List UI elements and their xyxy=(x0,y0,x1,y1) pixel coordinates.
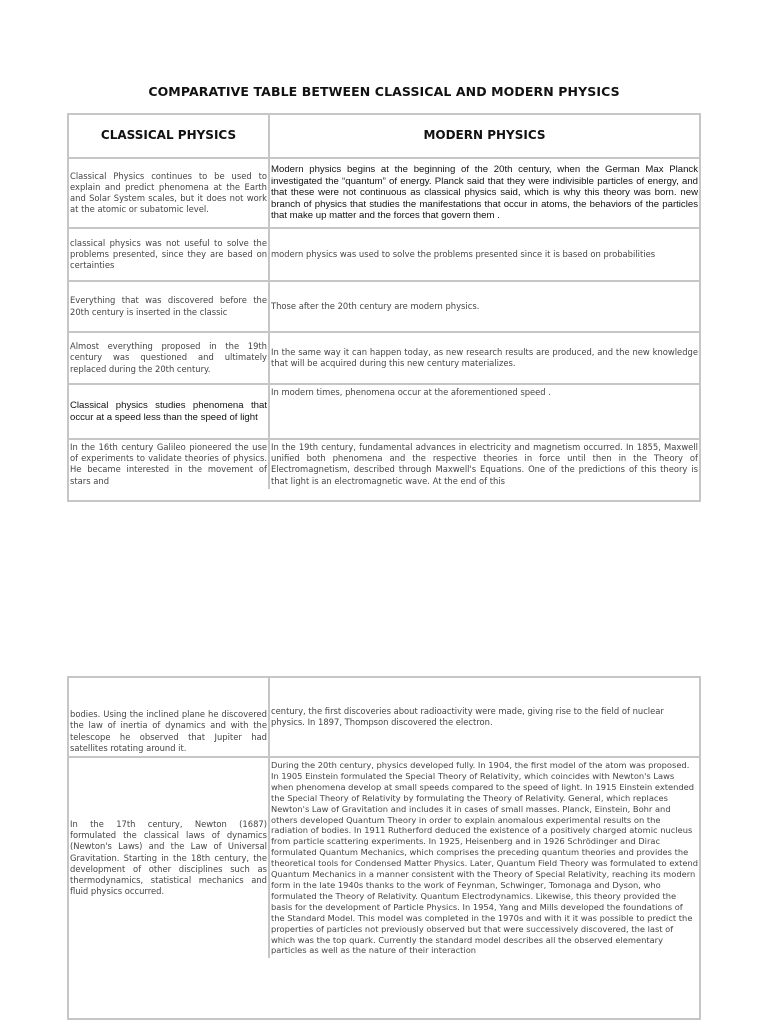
modern-cell: modern physics was used to solve the problems presented since it is based on probabilities xyxy=(271,248,656,259)
classical-cell: Classical physics studies phenomena that occur at a speed less than the speed of light xyxy=(69,385,270,438)
classical-cell: bodies. Using the inclined plane he discovered the law of inertia of dynamics and with the telescope he observed that Jupiter had satellites rotating around it. xyxy=(69,678,270,756)
table-row xyxy=(69,678,699,758)
modern-cell: Modern physics begins at the beginning of the 20th century, when the German Max Planck investigated the “quantum” of energy. Planck said that they were indivisible particles of energy, and that these were not continuous as classical physics said, which is why this theory was born. new branch of physics that studies the manifestations that occur in atoms, the behaviors of the particles that make up matter and the forces that govern them . xyxy=(271,164,698,222)
table-row xyxy=(69,229,699,282)
classical-cell: In the 17th century, Newton (1687) formulated the classical laws of dynamics (Newton's Laws) and the Law of Universal Gravitation. Starting in the 18th century, the development of other disciplines such as thermodynamics, statistical mechanics and fluid physics occurred. xyxy=(69,758,270,958)
modern-cell: In the same way it can happen today, as new research results are produced, and the new knowledge that will be acquired during this new century materializes. xyxy=(271,346,698,368)
header-modern: MODERN PHYSICS xyxy=(423,128,546,143)
classical-cell: classical physics was not useful to solve the problems presented, since they are based on certainties xyxy=(69,229,270,280)
table-row xyxy=(69,440,699,489)
table-row xyxy=(69,385,699,440)
modern-cell: During the 20th century, physics developed fully. In 1904, the first model of the atom was proposed. In 1905 Einstein formulated the Special Theory of Relativity, which coincides with Newton's Laws when phenomena develop at small speeds compared to the speed of light. In 1915 Einstein extended the Special Theory of Relativity by formulating the Theory of Relativity. General, which replaces Newton's Law of Gravitation and includes it in cases of small masses. Planck, Einstein, Bohr and others developed Quantum Theory in order to explain anomalous experimental results on the radiation of bodies. In 1911 Rutherford deduced the existence of a positively charged atomic nucleus from particle scattering experiments. In 1925, Heisenberg and in 1926 Schrödinger and Dirac formulated Quantum Mechanics, which comprises the preceding quantum theories and provides the theoretical tools for Condensed Matter Physics. Later, Quantum Field Theory was formulated to extend Quantum Mechanics in a manner consistent with the Theory of Special Relativity, reaching its modern form in the late 1940s thanks to the work of Feynman, Schwinger, Tomonaga and Dyson, who formulated the Theory of Relativity. Quantum Electrodynamics. Likewise, this theory provided the basis for the development of Particle Physics. In 1954, Yang and Mills developed the foundations of the Standard Model. This model was completed in the 1970s and with it it was possible to predict the properties of particles not previously observed but that were successively discovered, the last of which was the top quark. Currently the standard model describes all the observed elementary particles as well as the nature of their interaction xyxy=(271,760,699,956)
modern-cell: Those after the 20th century are modern physics. xyxy=(271,300,480,311)
comparison-table-part-1 xyxy=(67,113,701,502)
modern-cell: century, the first discoveries about radioactivity were made, giving rise to the field of nuclear physics. In 1897, Thompson discovered the electron. xyxy=(271,705,664,727)
table-header-row xyxy=(69,115,699,159)
table-row xyxy=(69,333,699,385)
classical-cell: Classical Physics continues to be used to explain and predict phenomena at the Earth and Solar System scales, but it does not work at the atomic or subatomic level. xyxy=(69,159,270,227)
modern-cell: In the 19th century, fundamental advances in electricity and magnetism occurred. In 1855, Maxwell unified both phenomena and the respective theories in force until then in the Theory of Electromagnetism, described through Maxwell's Equations. One of the predictions of this theory is that light is an electromagnetic wave. At the end of this xyxy=(271,442,698,486)
modern-cell: In modern times, phenomena occur at the aforementioned speed . xyxy=(271,387,551,397)
page-title: COMPARATIVE TABLE BETWEEN CLASSICAL AND MODERN PHYSICS xyxy=(148,84,620,99)
classical-cell: Almost everything proposed in the 19th century was questioned and ultimately replaced during the 20th century. xyxy=(69,333,270,383)
comparison-table-part-2 xyxy=(67,676,701,1020)
header-classical: CLASSICAL PHYSICS xyxy=(69,115,270,157)
table-row xyxy=(69,758,699,958)
table-row xyxy=(69,159,699,229)
classical-cell: In the 16th century Galileo pioneered the use of experiments to validate theories of physics. He became interested in the movement of stars and xyxy=(69,440,270,489)
table-row xyxy=(69,282,699,333)
classical-cell: Everything that was discovered before the 20th century is inserted in the classic xyxy=(69,282,270,331)
